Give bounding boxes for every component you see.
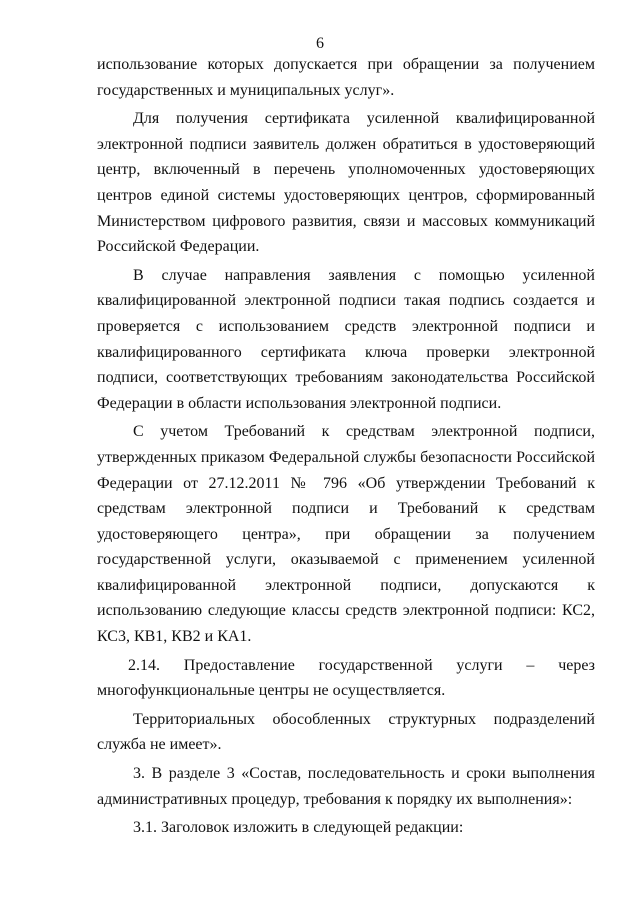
paragraph-requirements: С учетом Требований к средствам электронной подписи, утвержденных приказом Федеральной службы безопасности Российской Федерации от 27.12.2011 № 796 «Об утверждении Требований к средствам электронной подписи и Требований к средствам удостоверяющего центра», при обращении за получением государственной услуги, оказываемой с применением усиленной квалифицированной электронной подписи, допускаются к использованию следующие классы средств электронной подписи: КС2, КС3, КВ1, КВ2 и КА1.	[97, 423, 595, 646]
paragraph-signature-verification: В случае направления заявления с помощью усиленной квалифицированной электронной подписи такая подпись создается и проверяется с использованием средств электронной подписи и квалифицированного сертификата ключа проверки электронной подписи, соответствующих требованиям законодательства Российской Федерации в области использования электронной подписи.	[97, 266, 595, 412]
item-word: государственной	[318, 656, 433, 674]
item-dash: –	[526, 656, 535, 674]
item-word: Предоставление	[183, 656, 295, 674]
paragraph-continuation: использование которых допускается при обращении за получением государственных и муниципальных услуг».	[97, 56, 595, 99]
paragraph-certificate: Для получения сертификата усиленной квалифицированной электронной подписи заявитель должен обратиться в удостоверяющий центр, включенный в перечень уполномоченных удостоверяющих центров единой системы удостоверяющих центров, сформированный Министерством цифрового развития, связи и массовых коммуникаций Российской Федерации.	[97, 110, 595, 256]
paragraph-item-2-14	[97, 653, 595, 704]
item-number: 2.14.	[128, 656, 160, 674]
paragraph-3-1: 3.1. Заголовок изложить в следующей редакции:	[133, 819, 464, 837]
item-word: через	[558, 656, 595, 674]
paragraph-territorial: Территориальных обособленных структурных подразделений служба не имеет».	[97, 710, 595, 754]
document-body	[97, 52, 595, 841]
item-word: услуги	[456, 656, 503, 674]
item-2-14-first-line	[97, 653, 595, 679]
item-2-14-rest: многофункциональные центры не осуществляется.	[97, 682, 446, 700]
paragraph-section-3: 3. В разделе 3 «Состав, последовательность и сроки выполнения административных процедур, требования к порядку их выполнения»:	[97, 765, 595, 808]
page-number: 6	[316, 35, 324, 52]
